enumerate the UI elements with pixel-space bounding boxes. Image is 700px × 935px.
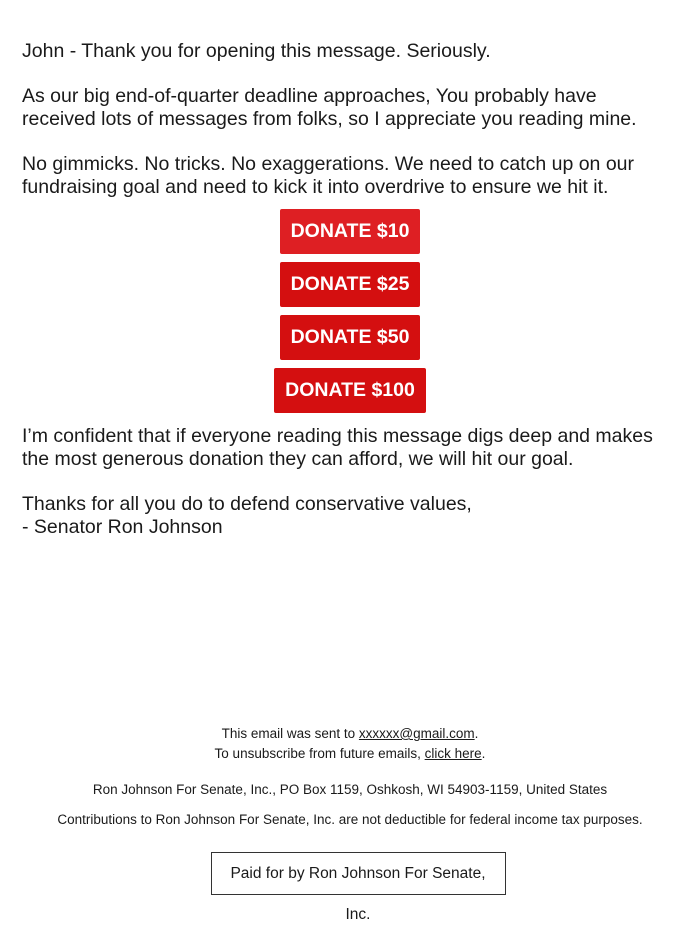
deadline-line-2: received lots of messages from folks, so I appreciate you reading mine. xyxy=(22,108,637,130)
no-gimmicks-paragraph xyxy=(22,153,682,199)
recipient-email-link[interactable]: xxxxxx@gmail.com xyxy=(358,726,475,741)
unsubscribe-suffix: . xyxy=(481,746,486,761)
donate-10-button[interactable]: DONATE $10 xyxy=(280,209,421,254)
donate-50-button[interactable]: DONATE $50 xyxy=(280,315,421,360)
unsubscribe-prefix: To unsubscribe from future emails, xyxy=(214,746,425,761)
confident-line-1: I’m confident that if everyone reading this message digs deep and makes xyxy=(22,425,653,447)
greeting-paragraph xyxy=(22,40,682,63)
unsubscribe-link[interactable]: click here xyxy=(424,746,482,761)
no-gimmicks-line-1: No gimmicks. No tricks. No exaggerations. We need to catch up on our xyxy=(22,153,635,175)
donate-25-button[interactable]: DONATE $25 xyxy=(280,262,421,307)
paid-for-disclaimer: Paid for by Ron Johnson For Senate, Inc. xyxy=(211,852,506,895)
email-footer xyxy=(0,724,700,922)
deadline-line-1: As our big end-of-quarter deadline approaches, You probably have xyxy=(22,85,597,107)
closing-line: Thanks for all you do to defend conservative values, xyxy=(22,493,472,515)
greeting-text: John - Thank you for opening this message. Seriously. xyxy=(22,40,491,62)
deadline-paragraph xyxy=(22,85,682,131)
sent-to-prefix: This email was sent to xyxy=(221,726,359,741)
donate-button-group xyxy=(0,209,700,421)
mailing-address: Ron Johnson For Senate, Inc., PO Box 1159, Oshkosh, WI 54903-1159, United States xyxy=(92,782,608,797)
donate-100-button[interactable]: DONATE $100 xyxy=(274,368,426,413)
unsubscribe-notice xyxy=(0,744,700,764)
signature: - Senator Ron Johnson xyxy=(22,516,223,538)
sent-to-suffix: . xyxy=(474,726,479,741)
closing-paragraph xyxy=(22,493,682,539)
confident-line-2: the most generous donation they can afford, we will hit our goal. xyxy=(22,448,574,470)
confident-paragraph xyxy=(22,425,682,471)
tax-notice: Contributions to Ron Johnson For Senate, Inc. are not deductible for federal income tax purposes. xyxy=(57,812,643,827)
email-body xyxy=(22,40,682,539)
sent-to-notice xyxy=(0,724,700,744)
no-gimmicks-line-2: fundraising goal and need to kick it into overdrive to ensure we hit it. xyxy=(22,176,609,198)
